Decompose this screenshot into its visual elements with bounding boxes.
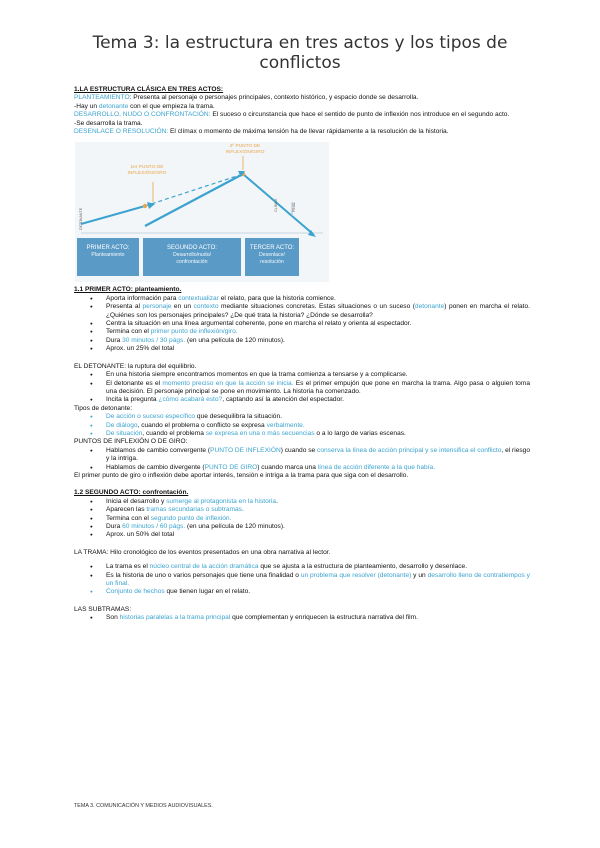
bullet-list — [74, 413, 530, 438]
list-item — [106, 515, 530, 523]
subsection-heading: LAS SUBTRAMAS: — [74, 605, 132, 613]
section-heading: 1.LA ESTRUCTURA CLÁSICA EN TRES ACTOS: — [74, 86, 224, 93]
list-item — [106, 447, 530, 464]
term-highlight: segundo punto de inflexión. — [150, 514, 232, 522]
text: que complementan y enriquecen la estructura narrativa del film. — [230, 614, 418, 622]
text: La trama es el — [106, 563, 150, 571]
text: El suceso o circunstancia que hace el sentido de punto de inflexión nos introduce en el segundo acto. — [210, 111, 510, 119]
page-footer: TEMA 3. COMUNICACIÓN Y MEDIOS AUDIOVISUALES. — [74, 803, 213, 809]
list-item — [106, 588, 530, 596]
text: en un — [171, 303, 194, 311]
text: Termina con el — [106, 328, 151, 336]
text: Es la historia de uno o varios personajes que tiene una finalidad o — [106, 571, 301, 579]
list-item: ● Centra la situación en una línea argumental coherente, pone en marcha el relato y orienta al espectador. — [106, 320, 530, 328]
list-item — [106, 380, 530, 397]
term-highlight: línea de acción diferente a la que había. — [317, 463, 436, 471]
text: , captando así la atención del espectador. — [222, 396, 344, 404]
text: LA TRAMA: — [74, 548, 109, 556]
act1-line — [81, 206, 145, 224]
bullet-list — [74, 614, 530, 622]
term-highlight: detonante — [414, 303, 445, 311]
act-3-title: TERCER ACTO: — [249, 245, 295, 252]
term-highlight: PUNTO DE INFLEXIÓN — [210, 446, 281, 454]
text: que tienen lugar en el relato. — [164, 588, 251, 596]
list-item — [106, 464, 530, 472]
bullet-list — [74, 295, 530, 354]
text: Presenta al — [106, 303, 143, 311]
label-final: FINAL — [292, 202, 296, 213]
text: ) ponen en marcha el relato. ¿Quiénes son los personajes principales? ¿De qué trata la historia? ¿Dónde se desarrolla? — [106, 303, 530, 319]
text: Es el primer empujón que pone en marcha la trama. Algo pasa o alguien toma una decisión. El personaje principal se pone en movimiento. La historia ha comenzado. — [106, 379, 530, 395]
text: Dura — [106, 523, 123, 530]
act-1-box — [77, 238, 139, 276]
list-item — [106, 413, 530, 421]
term-highlight: De situación — [106, 429, 143, 437]
text: Inicia el desarrollo y — [106, 497, 167, 505]
term-highlight: conserva la línea de acción principal y se intensifica el conflicto — [317, 446, 502, 454]
subsection-heading: EL DETONANTE: la ruptura del equilibrio. — [74, 362, 197, 370]
paragraph: El primer punto de giro o inflexión debe aportar interés, tensión e intriga a la trama para que siga con el desarrollo. — [74, 471, 409, 479]
text: que se ajusta a la estructura de planteamiento, desarrollo y desenlace. — [258, 563, 468, 571]
term-highlight: historias paralelas a la trama principal — [119, 614, 231, 622]
act-1-title: PRIMER ACTO: — [86, 245, 130, 252]
list-item — [106, 498, 530, 506]
act2-solid-line — [145, 174, 243, 226]
label-turning-point-1: 1er PUNTO DE INFLEXIÓN/GIRO — [127, 165, 167, 177]
list-item — [106, 614, 530, 622]
list-item: ● Aprox. un 50% del total — [106, 531, 530, 539]
term-highlight: tramas secundarias o subtramas. — [146, 506, 244, 514]
term-highlight: detonante — [98, 102, 129, 110]
list-item — [106, 523, 530, 531]
term-highlight: Conjunto de hechos — [106, 588, 165, 596]
term-highlight: primer punto de inflexión/giro. — [150, 328, 238, 336]
text: El clímax o momento de máxima tensión ha de llevar rápidamente a la resolución de la historia. — [168, 128, 449, 136]
text: -Hay un — [74, 102, 99, 110]
label-climax: CLÍMAX — [274, 199, 278, 213]
term-highlight: núcleo central de la acción dramática — [149, 563, 259, 571]
act-2-title: SEGUNDO ACTO: — [167, 245, 217, 252]
section-heading: 1.2 SEGUNDO ACTO: confrontación. — [74, 489, 189, 497]
act-2-box — [143, 238, 241, 276]
term-highlight: sumerge al protagonista en la historia — [166, 497, 277, 505]
term-highlight: verbalmente. — [266, 421, 305, 429]
act-3-subtitle: Desenlace/ — [259, 252, 285, 259]
document-body — [74, 86, 530, 623]
list-item — [106, 563, 530, 571]
bullet-list — [74, 563, 530, 597]
text: ) cuando se — [280, 446, 318, 454]
term-highlight: contextualizar — [178, 294, 219, 302]
term-highlight: De acción o suceso específico — [106, 413, 196, 421]
term-highlight: PLANTEAMIENTO — [74, 94, 130, 102]
act-3-subtitle: resolución — [260, 259, 284, 266]
paragraph — [74, 128, 530, 136]
term-highlight: ¿cómo acabará esto? — [158, 396, 223, 404]
term-highlight: DESARROLLO, NUDO O CONFRONTACIÓN: — [74, 111, 211, 119]
paragraph — [74, 111, 530, 119]
text: , cuando el problema o conflicto se expresa — [137, 421, 267, 429]
act-1-subtitle: Planteamiento — [91, 252, 125, 259]
list-item — [106, 337, 530, 345]
text: Aporta información para — [106, 294, 179, 302]
term-highlight: De diálogo — [106, 421, 138, 429]
act-2-subtitle: Desarrollo/nudo/ — [172, 252, 212, 259]
three-act-diagram — [75, 142, 329, 282]
text: : Presenta al personaje o personajes principales, contexto histórico, y espacio donde se desarrolla. — [129, 94, 419, 102]
list-item — [106, 422, 530, 430]
list-item: ● En una historia siempre encontramos momentos en que la trama comienza a tensarse y a complicarse. — [106, 371, 530, 379]
text: y un — [411, 571, 428, 579]
list-item: ● Aprox. un 25% del total — [106, 345, 530, 353]
turning-point-1-marker — [143, 204, 147, 208]
text: o a lo largo de varias escenas. — [314, 429, 406, 437]
text: (en una película de 120 minutos). — [185, 336, 285, 344]
paragraph — [74, 94, 530, 102]
text: Dura — [106, 336, 123, 344]
text: , el riesgo y la intriga. — [106, 446, 531, 463]
term-highlight: un problema que resolver (detonante) — [300, 571, 412, 579]
term-highlight: momento preciso en que la acción se inicia. — [162, 379, 294, 387]
term-highlight: PUNTO DE GIRO — [204, 463, 258, 471]
term-highlight: 60 minutos / 60 págs. — [122, 523, 186, 530]
bullet-list — [74, 371, 530, 405]
list-item — [106, 430, 530, 438]
term-highlight: DESENLACE O RESOLUCIÓN: — [74, 128, 169, 136]
term-highlight: se expresa en una o más secuencias — [205, 429, 315, 437]
text: El detonante es el — [106, 379, 163, 387]
text: que desequilibra la situación. — [195, 413, 282, 421]
subsection-heading: Tipos de detonante: — [74, 404, 133, 412]
term-highlight: contexto — [193, 303, 219, 311]
act-2-subtitle: confrontación — [176, 259, 208, 266]
paragraph — [74, 103, 530, 111]
subsection-heading — [74, 549, 530, 557]
text: Hablamos de cambio divergente ( — [106, 463, 205, 471]
bullet-list — [74, 447, 530, 472]
subsection-heading: PUNTOS DE INFLEXIÓN O DE GIRO: — [74, 438, 188, 446]
page-title: Tema 3: la estructura en tres actos y los tipos de conflictos — [92, 33, 508, 73]
section-heading: 1.1 PRIMER ACTO: planteamiento. — [74, 286, 182, 294]
term-highlight: desarrollo lleno de contratiempos y un final. — [106, 571, 530, 588]
list-item — [106, 295, 530, 303]
label-turning-point-2: 2º PUNTO DE INFLEXIÓN/GIRO — [225, 144, 265, 156]
text: Aparecen las — [106, 506, 147, 514]
text: , cuando el problema — [142, 429, 206, 437]
list-item — [106, 396, 530, 404]
act-3-box — [245, 238, 299, 276]
list-item — [106, 328, 530, 336]
paragraph: -Se desarrolla la trama. — [74, 119, 143, 127]
text: ) cuando marca una — [257, 463, 318, 471]
text: mediante situaciones concretas. Estas situaciones o un suceso ( — [218, 303, 415, 311]
label-detonante: DETONANTE — [79, 208, 83, 231]
text: Son — [106, 614, 120, 622]
term-highlight: personaje — [142, 303, 172, 311]
text: Incita la pregunta — [106, 396, 159, 404]
term-highlight: 30 minutos / 30 págs. — [122, 336, 186, 344]
text: (en una película de 120 minutos). — [185, 523, 285, 530]
list-item — [106, 506, 530, 514]
bullet-list — [74, 498, 530, 540]
text: . — [276, 497, 278, 505]
list-item — [106, 303, 530, 320]
text: Hablamos de cambio convergente ( — [106, 446, 211, 454]
text: con el que empieza la trama. — [128, 102, 215, 110]
text: Hilo cronológico de los eventos presentados en una obra narrativa al lector. — [108, 548, 331, 556]
list-item — [106, 572, 530, 589]
text: el relato, para que la historia comience. — [218, 294, 336, 302]
text: Termina con el — [106, 514, 151, 522]
